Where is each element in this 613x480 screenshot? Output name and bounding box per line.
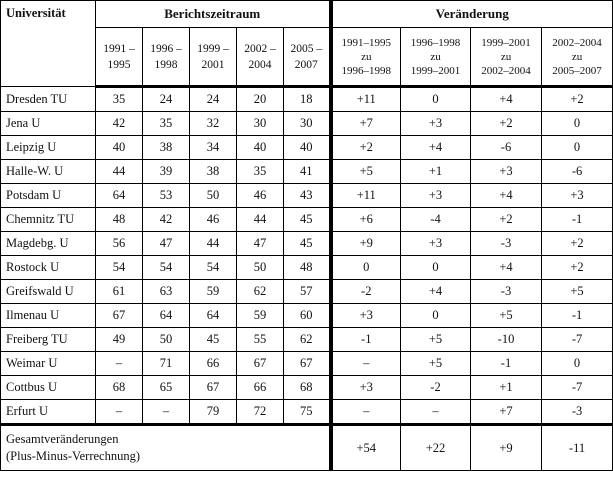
change-value: +3 xyxy=(542,184,613,208)
rank-value: 24 xyxy=(190,87,237,112)
rank-value: 54 xyxy=(96,256,143,280)
rank-value: 64 xyxy=(96,184,143,208)
university-name: Halle-W. U xyxy=(1,160,96,184)
table-row xyxy=(1,87,613,112)
change-header-part: 2005–2007 xyxy=(552,64,602,77)
change-header-cell xyxy=(401,28,471,87)
change-value: +2 xyxy=(542,256,613,280)
period-end: 1995 xyxy=(107,58,131,71)
rank-value: 56 xyxy=(96,232,143,256)
rank-value: 42 xyxy=(143,208,190,232)
rank-value: 61 xyxy=(96,280,143,304)
rank-value: 47 xyxy=(237,232,284,256)
change-header: Veränderung xyxy=(331,1,613,28)
university-name: Cottbus U xyxy=(1,376,96,400)
rank-value: 44 xyxy=(190,232,237,256)
rank-value: 40 xyxy=(284,136,331,160)
change-value: +4 xyxy=(401,136,471,160)
rank-value: 40 xyxy=(237,136,284,160)
table-row xyxy=(1,256,613,280)
change-value: +3 xyxy=(331,376,401,400)
change-value: 0 xyxy=(542,112,613,136)
rank-value: – xyxy=(143,400,190,425)
rank-value: 63 xyxy=(143,280,190,304)
period-end: 2007 xyxy=(294,58,318,71)
university-name: Chemnitz TU xyxy=(1,208,96,232)
period-end: 1998 xyxy=(154,58,178,71)
rank-value: 44 xyxy=(237,208,284,232)
rank-value: 53 xyxy=(143,184,190,208)
change-value: – xyxy=(401,400,471,425)
rank-value: 24 xyxy=(143,87,190,112)
rank-value: 50 xyxy=(190,184,237,208)
rank-value: 68 xyxy=(284,376,331,400)
change-value: +5 xyxy=(471,304,542,328)
change-header-part: zu xyxy=(430,50,441,63)
university-name: Greifswald U xyxy=(1,280,96,304)
change-value: +1 xyxy=(471,376,542,400)
rank-value: 41 xyxy=(284,160,331,184)
table-row xyxy=(1,184,613,208)
change-header-part: 1991–1995 xyxy=(341,36,392,49)
rank-value: 62 xyxy=(237,280,284,304)
change-value: +4 xyxy=(471,87,542,112)
period-end: 2004 xyxy=(248,58,272,71)
rank-value: 47 xyxy=(143,232,190,256)
change-value: -3 xyxy=(471,232,542,256)
change-value: -3 xyxy=(471,280,542,304)
rank-value: 30 xyxy=(237,112,284,136)
rank-value: 38 xyxy=(190,160,237,184)
change-value: +4 xyxy=(471,184,542,208)
total-label-line2: (Plus-Minus-Verrechnung) xyxy=(6,449,141,463)
header-row-top xyxy=(1,1,613,28)
change-value: +3 xyxy=(471,160,542,184)
change-value: +5 xyxy=(401,352,471,376)
rank-value: 75 xyxy=(284,400,331,425)
total-label-line1: Gesamtveränderungen xyxy=(6,432,119,446)
rank-value: 57 xyxy=(284,280,331,304)
change-header-part: 1999–2001 xyxy=(481,36,531,49)
period-header-cell xyxy=(284,28,331,87)
rank-value: 66 xyxy=(237,376,284,400)
university-name: Potsdam U xyxy=(1,184,96,208)
period-start: 2005 – xyxy=(290,42,323,55)
rank-value: 68 xyxy=(96,376,143,400)
change-value: -6 xyxy=(471,136,542,160)
rank-value: 79 xyxy=(190,400,237,425)
rank-value: 18 xyxy=(284,87,331,112)
change-value: +3 xyxy=(331,304,401,328)
change-value: -7 xyxy=(542,328,613,352)
table-row xyxy=(1,112,613,136)
period-header-cell xyxy=(190,28,237,87)
change-value: -6 xyxy=(542,160,613,184)
university-name: Erfurt U xyxy=(1,400,96,425)
total-row xyxy=(1,425,613,471)
table-row xyxy=(1,160,613,184)
table-row xyxy=(1,232,613,256)
change-value: +7 xyxy=(471,400,542,425)
change-value: -1 xyxy=(542,304,613,328)
change-value: +2 xyxy=(471,208,542,232)
table-row xyxy=(1,400,613,425)
change-value: – xyxy=(331,352,401,376)
table-row xyxy=(1,376,613,400)
change-value: +5 xyxy=(542,280,613,304)
change-value: +3 xyxy=(401,184,471,208)
change-header-part: 1996–1998 xyxy=(410,36,461,49)
change-header-part: zu xyxy=(361,50,372,63)
period-header-cell xyxy=(237,28,284,87)
change-value: +2 xyxy=(471,112,542,136)
change-value: -1 xyxy=(542,208,613,232)
rank-value: 55 xyxy=(237,328,284,352)
change-header-cell xyxy=(542,28,613,87)
rank-value: 35 xyxy=(96,87,143,112)
rank-value: 67 xyxy=(190,376,237,400)
rank-value: 59 xyxy=(190,280,237,304)
change-value: +5 xyxy=(401,328,471,352)
rank-value: 20 xyxy=(237,87,284,112)
change-header-cell xyxy=(471,28,542,87)
rank-value: 43 xyxy=(284,184,331,208)
rank-value: 64 xyxy=(190,304,237,328)
rank-value: 45 xyxy=(190,328,237,352)
rank-value: – xyxy=(96,352,143,376)
change-value: -10 xyxy=(471,328,542,352)
rank-value: 50 xyxy=(143,328,190,352)
university-name: Jena U xyxy=(1,112,96,136)
university-name: Magdebg. U xyxy=(1,232,96,256)
change-value: -7 xyxy=(542,376,613,400)
period-start: 2002 – xyxy=(244,42,276,55)
change-value: -2 xyxy=(401,376,471,400)
university-name: Weimar U xyxy=(1,352,96,376)
change-value: -1 xyxy=(331,328,401,352)
table-row xyxy=(1,328,613,352)
change-header-part: 1996–1998 xyxy=(341,64,392,77)
rank-value: 62 xyxy=(284,328,331,352)
rank-value: 54 xyxy=(143,256,190,280)
rank-value: – xyxy=(96,400,143,425)
total-change-cell: +9 xyxy=(471,425,542,471)
change-value: 0 xyxy=(401,87,471,112)
change-value: 0 xyxy=(331,256,401,280)
change-value: +6 xyxy=(331,208,401,232)
change-value: +11 xyxy=(331,184,401,208)
rank-value: 60 xyxy=(284,304,331,328)
university-name: Rostock U xyxy=(1,256,96,280)
rank-value: 42 xyxy=(96,112,143,136)
change-value: -1 xyxy=(471,352,542,376)
change-value: +9 xyxy=(331,232,401,256)
rank-value: 30 xyxy=(284,112,331,136)
period-header-cell xyxy=(143,28,190,87)
change-value: +11 xyxy=(331,87,401,112)
change-value: 0 xyxy=(401,256,471,280)
table-row xyxy=(1,352,613,376)
rank-value: 46 xyxy=(237,184,284,208)
change-header-part: 1999–2001 xyxy=(410,64,461,77)
rank-value: 35 xyxy=(143,112,190,136)
university-name: Freiberg TU xyxy=(1,328,96,352)
change-value: +1 xyxy=(401,160,471,184)
rank-value: 48 xyxy=(284,256,331,280)
total-change-cell: +54 xyxy=(331,425,401,471)
rank-value: 45 xyxy=(284,232,331,256)
change-value: +3 xyxy=(401,112,471,136)
change-value: +2 xyxy=(542,87,613,112)
change-value: +5 xyxy=(331,160,401,184)
change-header-part: zu xyxy=(571,50,583,63)
period-end: 2001 xyxy=(201,58,225,71)
change-value: 0 xyxy=(542,352,613,376)
rank-value: 67 xyxy=(284,352,331,376)
total-label xyxy=(1,425,331,471)
period-start: 1999 – xyxy=(197,42,229,55)
change-value: +4 xyxy=(401,280,471,304)
table-row xyxy=(1,280,613,304)
change-value: 0 xyxy=(401,304,471,328)
change-value: +2 xyxy=(331,136,401,160)
rank-value: 32 xyxy=(190,112,237,136)
rank-value: 71 xyxy=(143,352,190,376)
university-name: Ilmenau U xyxy=(1,304,96,328)
table-body xyxy=(1,87,613,425)
change-value: -2 xyxy=(331,280,401,304)
rank-value: 39 xyxy=(143,160,190,184)
rank-value: 59 xyxy=(237,304,284,328)
total-change-cell: -11 xyxy=(542,425,613,471)
table-row xyxy=(1,304,613,328)
rank-value: 49 xyxy=(96,328,143,352)
period-start: 1991 – xyxy=(103,42,135,55)
rank-value: 64 xyxy=(143,304,190,328)
change-value: – xyxy=(331,400,401,425)
report-period-header: Berichtszeitraum xyxy=(96,1,331,28)
change-value: -3 xyxy=(542,400,613,425)
change-value: -4 xyxy=(401,208,471,232)
rank-value: 40 xyxy=(96,136,143,160)
period-start: 1996 – xyxy=(150,42,182,55)
table-row xyxy=(1,208,613,232)
rank-value: 54 xyxy=(190,256,237,280)
rank-value: 65 xyxy=(143,376,190,400)
rank-value: 67 xyxy=(237,352,284,376)
university-name: Dresden TU xyxy=(1,87,96,112)
rank-value: 34 xyxy=(190,136,237,160)
table-row xyxy=(1,136,613,160)
rank-value: 67 xyxy=(96,304,143,328)
change-header-part: zu xyxy=(500,50,512,63)
change-header-cell xyxy=(331,28,401,87)
university-name: Leipzig U xyxy=(1,136,96,160)
rank-value: 45 xyxy=(284,208,331,232)
period-header-cell xyxy=(96,28,143,87)
change-value: +3 xyxy=(401,232,471,256)
change-value: +4 xyxy=(471,256,542,280)
rank-value: 38 xyxy=(143,136,190,160)
change-value: +7 xyxy=(331,112,401,136)
university-column-header: Universität xyxy=(1,1,96,87)
total-change-cell: +22 xyxy=(401,425,471,471)
rank-value: 66 xyxy=(190,352,237,376)
rank-value: 48 xyxy=(96,208,143,232)
rank-value: 50 xyxy=(237,256,284,280)
rank-value: 44 xyxy=(96,160,143,184)
rank-value: 46 xyxy=(190,208,237,232)
rank-value: 72 xyxy=(237,400,284,425)
change-header-part: 2002–2004 xyxy=(552,36,602,49)
change-value: 0 xyxy=(542,136,613,160)
change-header-part: 2002–2004 xyxy=(481,64,531,77)
change-value: +2 xyxy=(542,232,613,256)
rank-value: 35 xyxy=(237,160,284,184)
